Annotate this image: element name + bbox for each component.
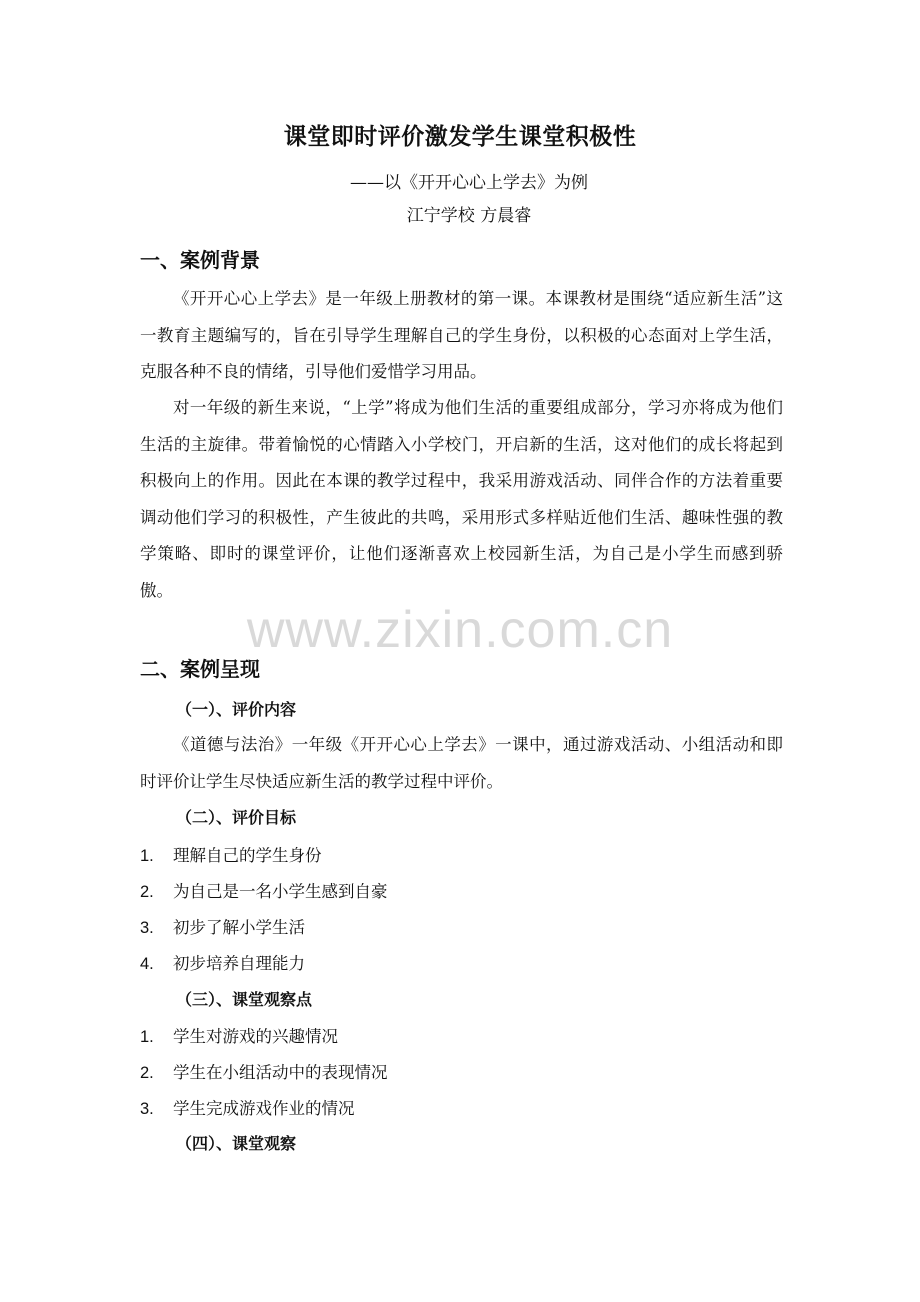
list-number: 2. [140, 883, 154, 901]
goal-list-item [140, 914, 305, 938]
list-number: 3. [140, 1100, 154, 1118]
document-subtitle: ——以《开开心心上学去》为例 [350, 173, 588, 193]
sub-heading-evaluation-goals: （二）、评价目标 [176, 808, 297, 827]
goal-list-item [140, 878, 388, 902]
list-number: 4. [140, 955, 154, 973]
sub-heading-observation-points: （三）、课堂观察点 [176, 990, 313, 1009]
section-heading-background: 一、案例背景 [140, 248, 260, 272]
background-paragraph-2: 对一年级的新生来说，“上学”将成为他们生活的重要组成部分，学习亦将成为他们生活的主旋律。带着愉悦的心情踏入小学校门，开启新的生活，这对他们的成长将起到积极向上的作用。因此在本课的教学过程中，我采用游戏活动、同伴合作的方法着重要调动他们学习的积极性，产生彼此的共鸣，采用形式多样贴近他们生活、趣味性强的教学策略、即时的课堂评价，让他们逐渐喜欢上校园新生活，为自己是小学生而感到骄傲。 [140, 398, 783, 600]
list-text: 为自己是一名小学生感到自豪 [173, 882, 388, 901]
background-paragraph-1: 《开开心心上学去》是一年级上册教材的第一课。本课教材是围绕“适应新生活”这一教育主题编写的，旨在引导学生理解自己的学生身份，以积极的心态面对上学生活，克服各种不良的情绪，引导他们爱惜学习用品。 [140, 289, 783, 381]
list-text: 理解自己的学生身份 [173, 846, 322, 865]
sub-heading-classroom-observation: （四）、课堂观察 [176, 1134, 297, 1153]
list-number: 1. [140, 1028, 154, 1046]
list-text: 学生在小组活动中的表现情况 [173, 1063, 388, 1082]
observation-list-item [140, 1095, 355, 1119]
list-number: 2. [140, 1064, 154, 1082]
sub-heading-evaluation-content: （一）、评价内容 [176, 700, 297, 719]
list-text: 初步了解小学生活 [173, 918, 305, 937]
list-text: 学生对游戏的兴趣情况 [173, 1027, 338, 1046]
document-author: 江宁学校 方晨睿 [406, 206, 532, 226]
list-number: 1. [140, 847, 154, 865]
goal-list-item [140, 842, 322, 866]
watermark: www.zixin.com.cn [246, 601, 674, 659]
list-number: 3. [140, 919, 154, 937]
observation-list-item [140, 1059, 388, 1083]
observation-list-item [140, 1023, 338, 1047]
section-heading-presentation: 二、案例呈现 [140, 657, 260, 681]
document-title: 课堂即时评价激发学生课堂积极性 [283, 124, 637, 150]
evaluation-content-paragraph: 《道德与法治》一年级《开开心心上学去》一课中，通过游戏活动、小组活动和即时评价让学生尽快适应新生活的教学过程中评价。 [140, 735, 783, 791]
list-text: 学生完成游戏作业的情况 [173, 1099, 355, 1118]
list-text: 初步培养自理能力 [173, 954, 305, 973]
goal-list-item [140, 950, 305, 974]
